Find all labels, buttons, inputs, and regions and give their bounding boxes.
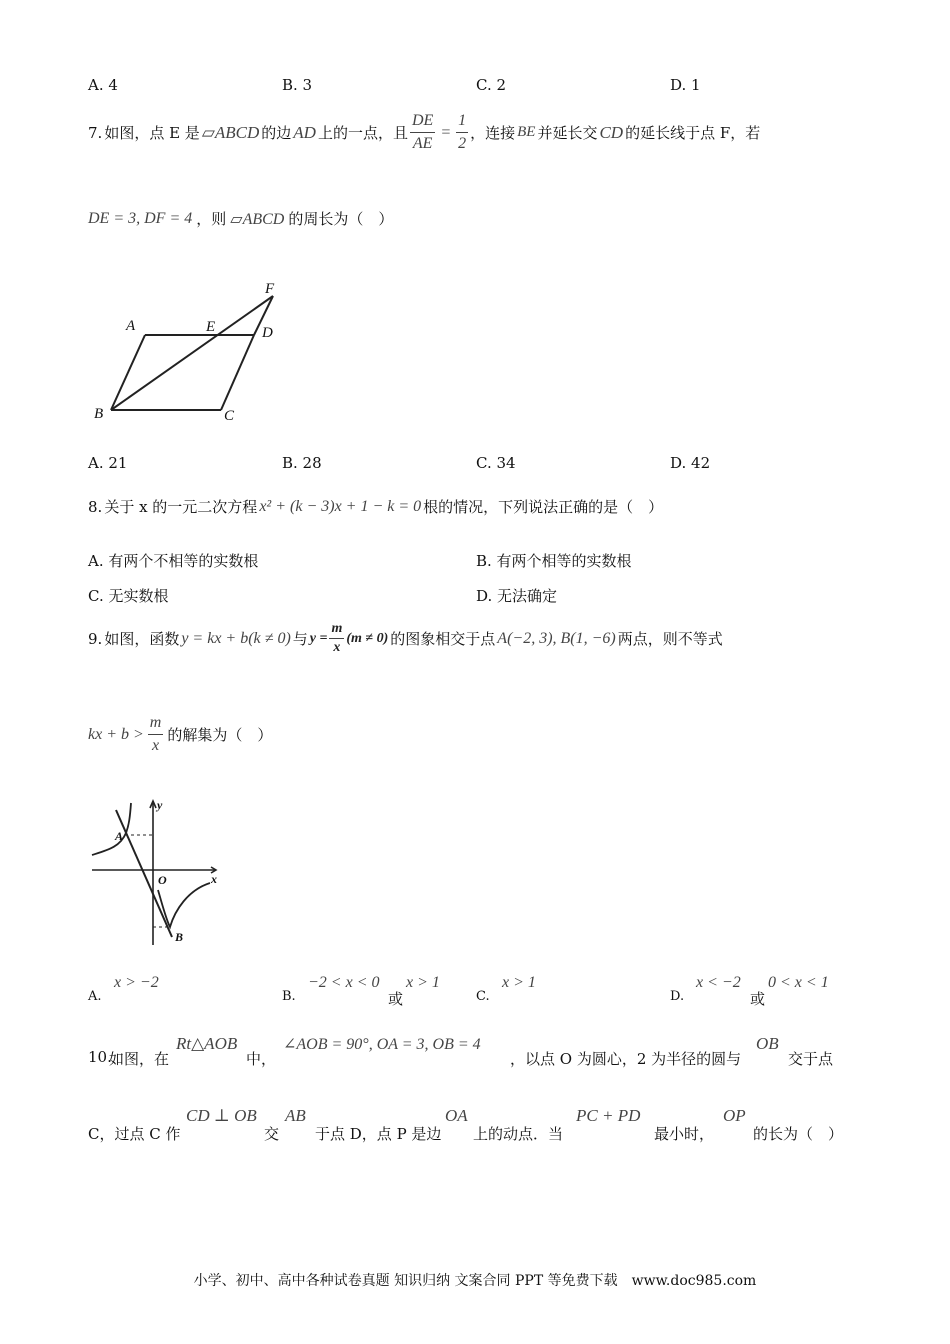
q7-math-given: DE = 3, DF = 4: [88, 209, 193, 227]
q6-option-b: B. 3: [282, 76, 313, 94]
q7-math-parallelogram: ▱ABCD: [201, 122, 260, 142]
q10-math-triangle: Rt△AOB: [176, 1034, 238, 1053]
q10-text: 上的动点．当: [473, 1125, 564, 1143]
q10-math-ob: OB: [756, 1034, 779, 1053]
option-letter: C.: [476, 989, 490, 1004]
q9-math-condition: (m ≠ 0): [346, 630, 389, 646]
q10-number: 10.: [88, 1048, 112, 1066]
q7-text: 的边: [261, 124, 292, 142]
label-b: B: [94, 406, 104, 422]
q7-option-c: C. 34: [476, 454, 516, 472]
option-letter: D.: [670, 989, 685, 1004]
option-math: 0 < x < 1: [768, 974, 829, 991]
q6-option-a: A. 4: [88, 76, 118, 94]
q7-text: 如图，点 E 是: [104, 124, 200, 142]
option-math: x > −2: [114, 974, 159, 991]
q9-number: 9.: [88, 629, 103, 648]
option-math: −2 < x < 0: [308, 974, 380, 991]
q9-text: 与: [292, 630, 308, 648]
q8-math-equation: x² + (k − 3)x + 1 − k = 0: [259, 497, 422, 515]
option-connector: 或: [750, 990, 766, 1008]
label-o: O: [158, 873, 167, 887]
fraction-numerator: m: [329, 620, 344, 639]
q7-fraction-de-ae: [410, 110, 435, 155]
page-footer: 小学、初中、高中各种试卷真题 知识归纳 文案合同 PPT 等免费下载 www.doc985.com: [193, 1273, 757, 1289]
q7-option-a: A. 21: [88, 454, 128, 472]
q6-option-d: D. 1: [670, 76, 701, 94]
fraction-numerator: m: [148, 712, 164, 735]
q9-fraction-m-x: [148, 712, 164, 757]
fraction-numerator: DE: [410, 110, 435, 133]
q9-math-points: A(−2, 3), B(1, −6): [497, 629, 616, 647]
q9-text: 两点，则不等式: [617, 630, 723, 648]
label-a: A: [115, 829, 124, 843]
option-math: x > 1: [502, 974, 536, 991]
equals-sign: =: [440, 123, 452, 141]
q9-line1: [88, 620, 723, 657]
hyperbola-branch-right: [158, 883, 210, 927]
q8-text: 关于 x 的一元二次方程: [104, 498, 258, 516]
fraction-denominator: 2: [458, 135, 467, 152]
q8-option-d: D. 无法确定: [476, 587, 558, 605]
q7-math-be: BE: [517, 124, 536, 140]
label-y: y: [157, 798, 163, 812]
q7-number: 7.: [88, 123, 103, 142]
q9-text: 的图象相交于点: [390, 630, 496, 648]
segment-bf: [111, 296, 273, 410]
q8-option-b: B. 有两个相等的实数根: [476, 552, 632, 570]
q7-option-b: B. 28: [282, 454, 322, 472]
q7-line2: [88, 208, 393, 229]
q9-text: 如图，函数: [104, 630, 180, 648]
q8-option-c: C. 无实数根: [88, 587, 169, 605]
q7-text: ，连接: [470, 124, 516, 142]
label-a: A: [126, 318, 136, 334]
q10-text: 最小时，: [654, 1125, 715, 1143]
label-f: F: [265, 281, 275, 297]
q9-line2: [88, 712, 272, 757]
q7-text: ，则: [196, 210, 227, 228]
q9-math-inequality: kx + b >: [88, 725, 144, 743]
label-b: B: [175, 930, 184, 944]
q7-option-d: D. 42: [670, 454, 711, 472]
q7-line1: [88, 110, 760, 155]
q8-text: 根的情况，下列说法正确的是（ ）: [423, 498, 664, 516]
q9-fraction-m-x: [329, 620, 344, 657]
label-d: D: [262, 325, 273, 341]
q10-math-perpendicular: CD ⊥ OB: [186, 1106, 257, 1125]
q10-text: C，过点 C 作: [88, 1125, 181, 1143]
q6-option-c: C. 2: [476, 76, 507, 94]
q9-function-graph: [88, 795, 223, 950]
q10-math-given: ∠AOB = 90°, OA = 3, OB = 4: [283, 1036, 481, 1053]
option-letter: B.: [282, 989, 296, 1004]
fraction-numerator: 1: [456, 110, 468, 133]
q9-math-y-eq: y =: [309, 630, 328, 646]
q10-text: ，以点 O 为圆心，2 为半径的圆与: [510, 1050, 742, 1068]
q9-math-linear: y = kx + b(k ≠ 0): [181, 629, 291, 647]
q8-option-a: A. 有两个不相等的实数根: [88, 552, 259, 570]
fraction-denominator: AE: [412, 135, 433, 152]
option-math: x < −2: [696, 974, 741, 991]
q7-parallelogram-figure: [88, 275, 298, 430]
segment-dc: [221, 335, 254, 410]
q7-text: 的延长线于点 F，若: [625, 124, 761, 142]
q7-fraction-half: [456, 110, 468, 155]
q10-text: 交于点: [788, 1050, 834, 1068]
label-c: C: [224, 408, 235, 424]
option-letter: A.: [88, 989, 102, 1004]
q10-math-op: OP: [723, 1106, 746, 1125]
q10-text: 的长为（ ）: [753, 1125, 844, 1143]
fraction-denominator: x: [333, 640, 341, 655]
q8-number: 8.: [88, 497, 103, 516]
q7-text: 的周长为（ ）: [288, 210, 394, 228]
q10-math-oa: OA: [445, 1106, 468, 1125]
q10-text: 于点 D，点 P 是边: [315, 1125, 442, 1143]
option-math: x > 1: [406, 974, 440, 991]
q7-text: 并延长交: [537, 124, 598, 142]
label-x: x: [211, 872, 217, 886]
q10-math-ab: AB: [285, 1106, 306, 1125]
q10-math-pc-pd: PC + PD: [576, 1106, 641, 1125]
q7-text: 上的一点，且: [317, 124, 408, 142]
q9-text: 的解集为（ ）: [167, 726, 273, 744]
q10-text: 中，: [246, 1050, 277, 1068]
q10-text: 交: [264, 1125, 280, 1143]
q7-math-cd: CD: [599, 122, 624, 142]
q7-math-ad: AD: [293, 122, 316, 142]
label-e: E: [206, 319, 216, 335]
q10-text: 如图，在: [109, 1050, 170, 1068]
fraction-denominator: x: [152, 737, 160, 754]
q8-stem: [88, 496, 663, 517]
option-connector: 或: [388, 990, 404, 1008]
q7-math-parallelogram: ▱ABCD: [230, 210, 285, 228]
